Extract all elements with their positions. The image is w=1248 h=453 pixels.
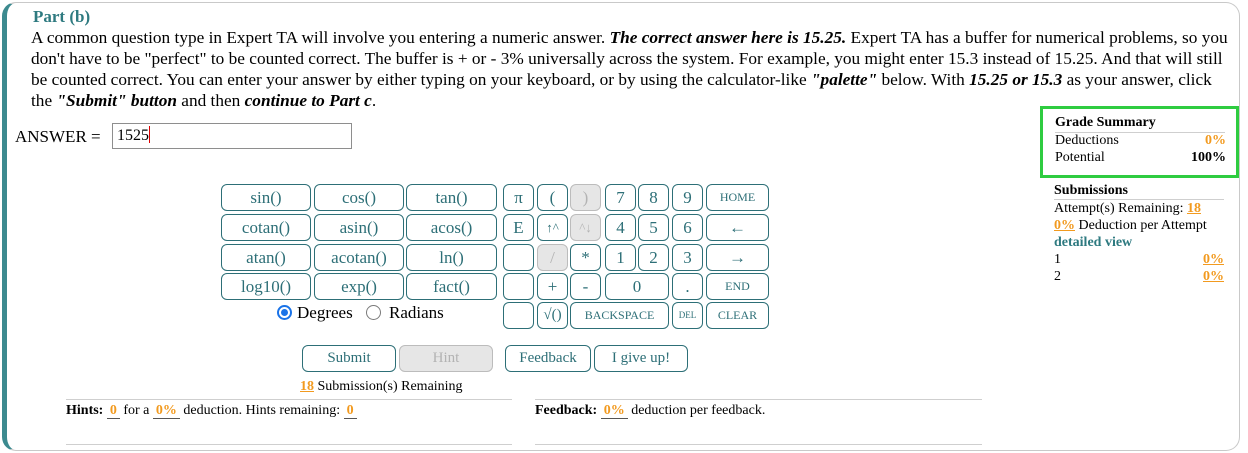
- potential-row: [1055, 150, 1226, 166]
- key-subscript[interactable]: ^↓: [570, 214, 601, 241]
- key-acos[interactable]: acos(): [406, 214, 497, 241]
- feedback-label: Feedback:: [535, 403, 598, 418]
- key-end[interactable]: END: [706, 273, 769, 300]
- answer-input[interactable]: [112, 123, 352, 149]
- question-text-2: Expert TA has a buffer for numerical problems, so you don't have to be "perfect" to be counted correct. The buffer is + or - 3% universally across the system. For example, you might enter 15.3 instead of 15.25. And that will still be counted correct. You can enter your answer by either typing on your keyboard, or by using the calculator-like: [31, 28, 1228, 89]
- key-1[interactable]: 1: [605, 244, 636, 271]
- part-title: Part (b): [33, 7, 91, 26]
- question-text-4: as your answer, click the: [31, 70, 1212, 110]
- key-4[interactable]: 4: [605, 214, 636, 241]
- feedback-text: deduction per feedback.: [631, 403, 766, 418]
- submissions-remaining: [300, 379, 463, 395]
- feedback-deduction: 0%: [601, 404, 628, 419]
- question-text: [31, 27, 1236, 111]
- submit-button[interactable]: Submit: [302, 345, 396, 372]
- submissions-remaining-label: Submission(s) Remaining: [317, 379, 463, 394]
- key-blank-3[interactable]: [503, 302, 534, 329]
- hints-for-a: for a: [123, 403, 150, 418]
- hints-label: Hints:: [66, 403, 104, 418]
- submission-score: 0%: [1203, 252, 1224, 267]
- key-del[interactable]: DEL: [672, 302, 703, 329]
- key-multiply[interactable]: *: [570, 244, 601, 271]
- attempts-label: Attempt(s) Remaining:: [1054, 201, 1184, 216]
- key-ln[interactable]: ln(): [406, 244, 497, 271]
- grade-summary-box: [1040, 106, 1239, 178]
- hints-text: deduction. Hints remaining:: [183, 403, 341, 418]
- hints-divider-bottom: [66, 444, 512, 445]
- key-acotan[interactable]: acotan(): [314, 244, 404, 271]
- hints-count: 0: [107, 404, 120, 419]
- submission-row: [1054, 269, 1224, 285]
- key-plus[interactable]: +: [537, 273, 568, 300]
- key-7[interactable]: 7: [605, 184, 636, 211]
- text-caret: [149, 126, 150, 143]
- detailed-view-link[interactable]: detailed view: [1054, 235, 1133, 250]
- submissions-title: Submissions: [1054, 183, 1128, 198]
- palette-emphasis: "palette": [810, 70, 878, 89]
- question-text-3: below. With: [877, 70, 970, 89]
- key-close-paren[interactable]: ): [570, 184, 601, 211]
- hints-deduction: 0%: [153, 404, 180, 419]
- hints-remaining: 0: [344, 404, 357, 419]
- key-3[interactable]: 3: [672, 244, 703, 271]
- submission-number: 1: [1054, 252, 1061, 267]
- potential-value: 100%: [1191, 150, 1226, 165]
- key-5[interactable]: 5: [638, 214, 669, 241]
- key-backspace[interactable]: BACKSPACE: [570, 302, 669, 329]
- attempt-deduction-label: Deduction per Attempt: [1078, 218, 1207, 233]
- key-log10[interactable]: log10(): [221, 273, 311, 300]
- deductions-value: 0%: [1205, 133, 1226, 148]
- key-left-arrow[interactable]: ←: [706, 214, 769, 241]
- deduction-per-attempt: [1054, 218, 1224, 234]
- submission-score: 0%: [1203, 269, 1224, 284]
- attempts-remaining: [1054, 201, 1224, 217]
- key-tan[interactable]: tan(): [406, 184, 497, 211]
- hint-button[interactable]: Hint: [399, 345, 493, 372]
- key-cotan[interactable]: cotan(): [221, 214, 311, 241]
- key-home[interactable]: HOME: [706, 184, 769, 211]
- radians-label: Radians: [389, 303, 444, 322]
- give-up-button[interactable]: I give up!: [594, 345, 688, 372]
- answer-label: ANSWER =: [15, 127, 101, 146]
- grade-summary-title: Grade Summary: [1055, 115, 1156, 130]
- key-9[interactable]: 9: [672, 184, 703, 211]
- question-text-6: .: [371, 91, 377, 110]
- feedback-divider-bottom: [535, 444, 982, 445]
- key-cos[interactable]: cos(): [314, 184, 404, 211]
- key-minus[interactable]: -: [570, 273, 601, 300]
- key-divide[interactable]: /: [537, 244, 568, 271]
- degrees-label: Degrees: [297, 303, 353, 322]
- hints-divider-top: [66, 399, 512, 400]
- key-0[interactable]: 0: [605, 273, 669, 300]
- answer-values-emphasis: 15.25 or 15.3: [969, 70, 1063, 89]
- submissions-remaining-count: 18: [300, 379, 314, 394]
- key-blank-2[interactable]: [503, 273, 534, 300]
- feedback-divider-top: [535, 399, 982, 400]
- degrees-radio[interactable]: [277, 305, 292, 320]
- deductions-row: [1055, 133, 1226, 149]
- attempts-value: 18: [1186, 201, 1201, 216]
- key-sqrt[interactable]: √(): [537, 302, 568, 329]
- hints-info: [66, 403, 357, 419]
- key-asin[interactable]: asin(): [314, 214, 404, 241]
- feedback-info: [535, 403, 765, 419]
- question-text-1: A common question type in Expert TA will involve you entering a numeric answer.: [31, 28, 610, 47]
- question-text-5: and then: [176, 91, 245, 110]
- submission-row: [1054, 252, 1224, 268]
- key-8[interactable]: 8: [638, 184, 669, 211]
- key-atan[interactable]: atan(): [221, 244, 311, 271]
- key-6[interactable]: 6: [672, 214, 703, 241]
- continue-emphasis: continue to Part c: [244, 91, 372, 110]
- key-exp[interactable]: exp(): [314, 273, 404, 300]
- answer-value: 1525: [117, 127, 149, 144]
- key-e[interactable]: E: [503, 214, 534, 241]
- key-superscript[interactable]: ↑^: [537, 214, 568, 241]
- key-right-arrow[interactable]: →: [706, 244, 769, 271]
- key-decimal[interactable]: .: [672, 273, 703, 300]
- deductions-label: Deductions: [1055, 133, 1119, 148]
- radians-radio[interactable]: [366, 305, 381, 320]
- key-pi[interactable]: π: [503, 184, 534, 211]
- key-clear[interactable]: CLEAR: [706, 302, 769, 329]
- potential-label: Potential: [1055, 150, 1105, 165]
- submission-number: 2: [1054, 269, 1061, 284]
- key-sin[interactable]: sin(): [221, 184, 311, 211]
- correct-answer-statement: The correct answer here is 15.25.: [609, 28, 847, 47]
- submissions-divider: [1054, 199, 1224, 200]
- key-open-paren[interactable]: (: [537, 184, 568, 211]
- key-blank-1[interactable]: [503, 244, 534, 271]
- key-fact[interactable]: fact(): [406, 273, 497, 300]
- attempt-deduction-value: 0%: [1054, 218, 1075, 233]
- key-2[interactable]: 2: [638, 244, 669, 271]
- feedback-button[interactable]: Feedback: [505, 345, 591, 372]
- submit-emphasis: "Submit" button: [56, 91, 177, 110]
